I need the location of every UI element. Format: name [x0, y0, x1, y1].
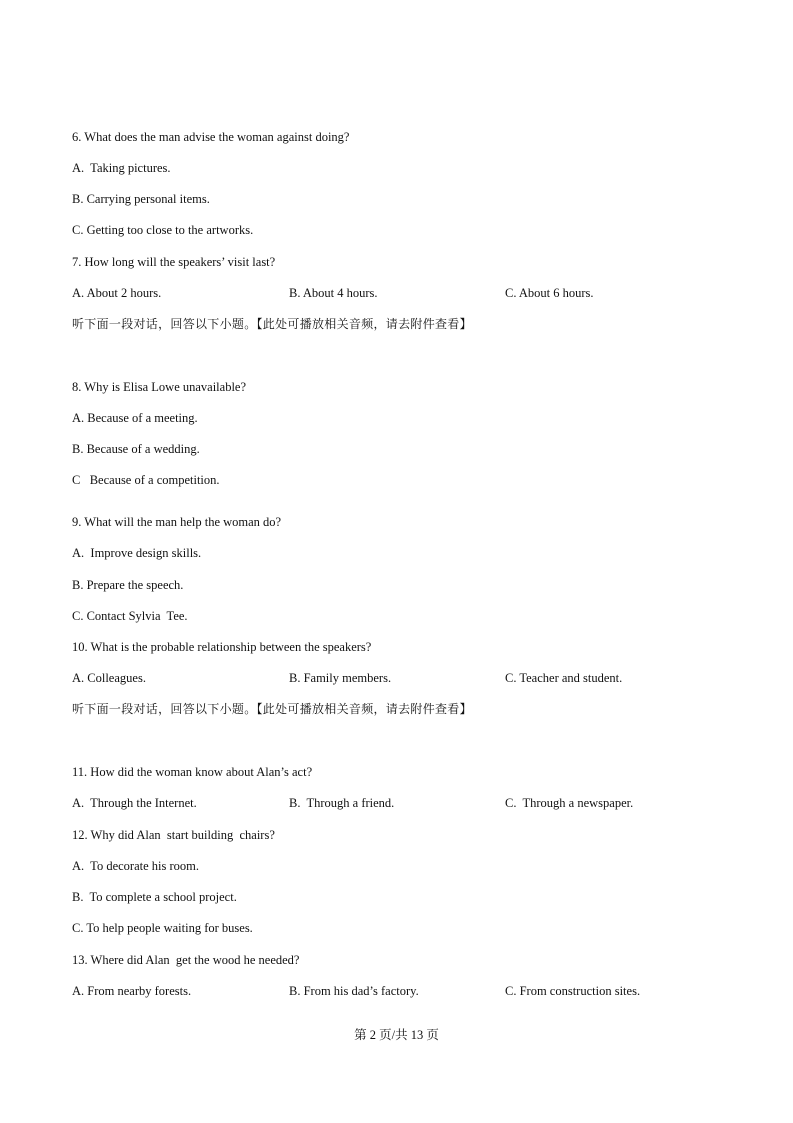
question-11: 11. How did the woman know about Alan’s act? — [72, 765, 313, 779]
question-13: 13. Where did Alan get the wood he needed? — [72, 953, 300, 967]
question-10: 10. What is the probable relationship between the speakers? — [72, 640, 372, 654]
page-number-footer: 第 2 页/共 13 页 — [354, 1028, 439, 1042]
q12-option-b: B. To complete a school project. — [72, 890, 237, 904]
question-8: 8. Why is Elisa Lowe unavailable? — [72, 380, 247, 394]
q13-option-a: A. From nearby forests. — [72, 984, 192, 998]
question-9: 9. What will the man help the woman do? — [72, 515, 282, 529]
q10-option-b: B. Family members. — [289, 671, 392, 685]
q11-option-c: C. Through a newspaper. — [505, 796, 634, 810]
q6-option-c: C. Getting too close to the artworks. — [72, 223, 254, 237]
question-7: 7. How long will the speakers’ visit last? — [72, 255, 276, 269]
q9-option-a: A. Improve design skills. — [72, 546, 202, 560]
q9-option-c: C. Contact Sylvia Tee. — [72, 609, 188, 623]
q13-option-c: C. From construction sites. — [505, 984, 641, 998]
q12-option-a: A. To decorate his room. — [72, 859, 199, 873]
q7-option-c: C. About 6 hours. — [505, 286, 594, 300]
q11-option-b: B. Through a friend. — [289, 796, 395, 810]
q7-option-a: A. About 2 hours. — [72, 286, 162, 300]
question-6: 6. What does the man advise the woman against doing? — [72, 130, 350, 144]
q8-option-b: B. Because of a wedding. — [72, 442, 200, 456]
q6-option-a: A. Taking pictures. — [72, 161, 171, 175]
q13-option-b: B. From his dad’s factory. — [289, 984, 419, 998]
q10-option-c: C. Teacher and student. — [505, 671, 623, 685]
listening-instruction-1: 听下面一段对话，回答以下小题。【此处可播放相关音频，请去附件查看】 — [72, 317, 472, 331]
q7-option-b: B. About 4 hours. — [289, 286, 378, 300]
listening-instruction-2: 听下面一段对话，回答以下小题。【此处可播放相关音频，请去附件查看】 — [72, 702, 472, 716]
q9-option-b: B. Prepare the speech. — [72, 578, 184, 592]
q12-option-c: C. To help people waiting for buses. — [72, 921, 253, 935]
q8-option-c: C Because of a competition. — [72, 473, 220, 487]
q8-option-a: A. Because of a meeting. — [72, 411, 198, 425]
question-12: 12. Why did Alan start building chairs? — [72, 828, 275, 842]
q10-option-a: A. Colleagues. — [72, 671, 146, 685]
q11-option-a: A. Through the Internet. — [72, 796, 197, 810]
q6-option-b: B. Carrying personal items. — [72, 192, 210, 206]
